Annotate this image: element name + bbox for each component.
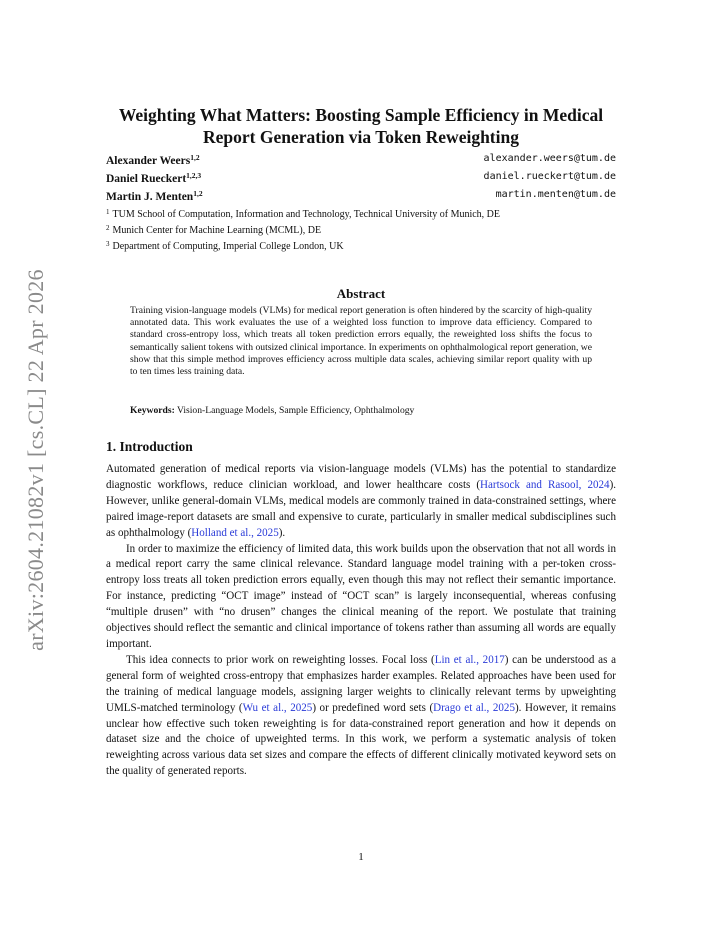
affiliation: $^2$ Munich Center for Machine Learning (MCML), DE bbox=[106, 224, 322, 236]
citation-link[interactable]: Hartsock and Rasool, 2024 bbox=[480, 478, 610, 491]
author-email[interactable]: alexander.weers@tum.de bbox=[483, 153, 616, 164]
author-row bbox=[106, 171, 616, 187]
abstract-text: Training vision-language models (VLMs) for medical report generation is often hindered by the scarcity of high-quality annotated data. This work evaluates the use of a weighted loss function to improve data efficiency. Compared to standard cross-entropy loss, which treats all token prediction errors equally, the reweighted loss shifts the focus to semantically salient tokens with outsized clinical importance. In experiments on ophthalmological report generation, we show that this simple method improves efficiency across multiple data scales, achieving similar report quality with up to ten times less training data. bbox=[130, 305, 592, 378]
page-number: 1 bbox=[358, 851, 364, 863]
citation-link[interactable]: Holland et al., 2025 bbox=[191, 526, 279, 539]
affiliation: $^1$ TUM School of Computation, Information and Technology, Technical University of Munich, DE bbox=[106, 208, 501, 220]
citation-link[interactable]: Lin et al., 2017 bbox=[434, 653, 505, 666]
arxiv-sidebar-stamp bbox=[18, 260, 54, 660]
affiliation: $^3$ Department of Computing, Imperial College London, UK bbox=[106, 240, 344, 252]
author-name: Alexander Weers$^{1,2}$ bbox=[106, 153, 200, 167]
paragraph: Automated generation of medical reports via vision-language models (VLMs) has the potential to standardize diagnostic workflows, reduce clinician workload, and lower healthcare costs (Hartsock and Rasool, 2024). However, unlike general-domain VLMs, medical models are commonly trained in data-constrained settings, where paired image-report datasets are small and expensive to curate, particularly in smaller medical subdisciplines such as ophthalmology (Holland et al., 2025). bbox=[106, 463, 617, 539]
keywords: Keywords: Vision-Language Models, Sample Efficiency, Ophthalmology bbox=[130, 405, 415, 416]
paragraph: This idea connects to prior work on reweighting losses. Focal loss (Lin et al., 2017) can be understood as a general form of weighted cross-entropy that emphasizes harder examples. Related approaches have been used for the training of medical language models, assigning larger weights to clinically relevant terms by upweighting UMLS-matched terminology (Wu et al., 2025) or predefined word sets (Drago et al., 2025). However, it remains unclear how effective such token reweighting is for data-constrained report generation and how it depends on dataset size and the choice of upweighted terms. In this work, we perform a systematic analysis of token reweighting across various data set sizes and compare the effects of different clinically motivated keyword sets on the quality of generated reports. bbox=[106, 653, 616, 778]
author-name: Martin J. Menten$^{1,2}$ bbox=[106, 189, 203, 203]
section-body bbox=[106, 462, 616, 780]
paragraph: In order to maximize the efficiency of limited data, this work builds upon the observation that not all words in a medical report carry the same clinical relevance. Standard language model training with a per-token cross-entropy loss treats all token prediction errors equally, even though this may not reflect their semantic importance. For instance, predicting “OCT image” instead of “OCT scan” is largely inconsequential, whereas confusing “multiple drusen” with “no drusen” changes the clinical meaning of the report. We postulate that training objectives should reflect the semantic and clinical importance of tokens rather than assuming all words are equally important. bbox=[106, 542, 616, 650]
author-email[interactable]: daniel.rueckert@tum.de bbox=[483, 171, 616, 182]
author-row bbox=[106, 189, 616, 205]
citation-link[interactable]: Drago et al., 2025 bbox=[433, 701, 515, 714]
abstract-heading: Abstract bbox=[336, 286, 386, 301]
paper-title: Weighting What Matters: Boosting Sample Efficiency in Medical Report Generation via Token Reweighting bbox=[118, 105, 604, 147]
author-email[interactable]: martin.menten@tum.de bbox=[495, 189, 616, 200]
author-row bbox=[106, 153, 616, 169]
section-heading: 1. Introduction bbox=[106, 439, 193, 454]
author-name: Daniel Rueckert$^{1,2,3}$ bbox=[106, 171, 202, 185]
citation-link[interactable]: Wu et al., 2025 bbox=[242, 701, 313, 714]
arxiv-id[interactable]: arXiv:2604.21082v1 [cs.CL] 22 Apr 2026 bbox=[23, 269, 48, 651]
